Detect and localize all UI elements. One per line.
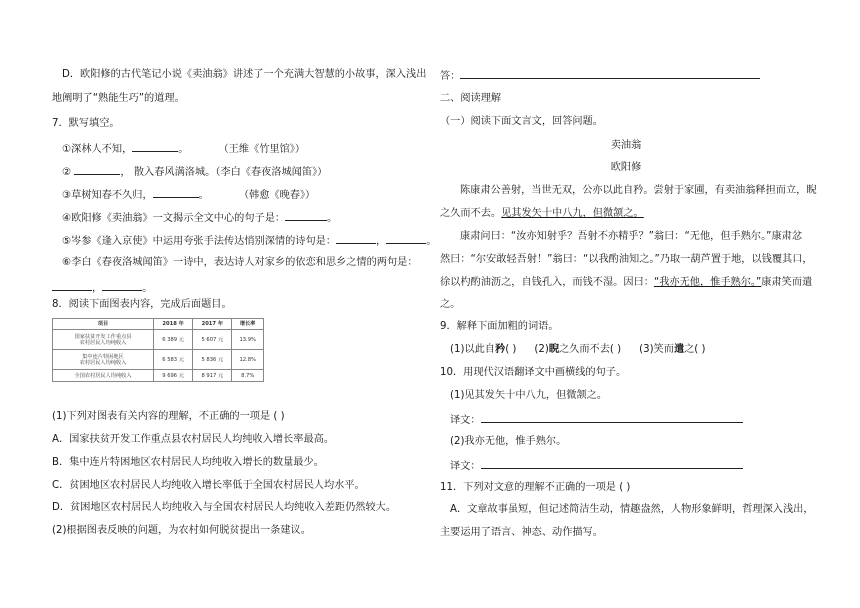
question-11: 11．下列对文意的理解不正确的一项是 ( ) — [440, 482, 631, 493]
q10-translation-2: 译文： — [450, 458, 743, 474]
table-cell: 集中连片特困地区 农村居民人均纯收入 — [53, 350, 154, 370]
q7-item-2: ② ， 散入春风满洛城。（李白《春夜洛城闻笛》） — [62, 164, 327, 180]
q7-item-5: ⑤岑参《逢入京使》中运用夸张手法传达悄别深情的诗句是： ， 。 — [62, 233, 436, 249]
section-2-heading: 二、阅读理解 — [440, 93, 502, 104]
underlined-sentence: 见其发矢十中八九，但微颔之。 — [501, 208, 644, 219]
q7-item-6-line2: ， 。 — [52, 280, 152, 296]
table-row — [53, 350, 264, 370]
table-cell: 5 836 元 — [193, 350, 232, 370]
q7-item-6-line1: ⑥李白《春夜洛城闻笛》一诗中，表达诗人对家乡的依恋和思乡之情的两句是： — [62, 257, 418, 268]
answer-blank[interactable] — [386, 233, 426, 244]
table-header: 增长率 — [232, 319, 264, 330]
passage-p2-line3: 徐以杓酌油沥之，自钱孔入，而钱不湿。因曰：“我亦无他，惟手熟尔。”康肃笑而遣 — [440, 277, 813, 288]
table-cell: 12.8% — [232, 350, 264, 370]
answer-blank[interactable] — [481, 458, 743, 469]
table-cell: 8 917 元 — [193, 370, 232, 382]
table-cell: 6 583 元 — [154, 350, 193, 370]
table-header: 2018 年 — [154, 319, 193, 330]
question-10: 10．用现代汉语翻译文中画横线的句子。 — [440, 367, 627, 378]
q7-item-1: ①深林人不知， 。 （王维《竹里馆》） — [62, 141, 305, 157]
q7-item-4: ④欧阳修《卖油翁》一文揭示全文中心的句子是： 。 — [62, 210, 337, 226]
q11-option-a-line2: 主要运用了语言、神态、动作描写。 — [440, 527, 603, 538]
option-d-line1: D．欧阳修的古代笔记小说《卖油翁》讲述了一个充满大智慧的小故事，深入浅出 — [62, 69, 427, 80]
passage-author: 欧阳修 — [610, 162, 642, 173]
answer-line: 答： — [440, 68, 760, 84]
question-7: 7．默写填空。 — [52, 118, 120, 129]
answer-blank[interactable] — [481, 412, 743, 423]
q8-option-d: D．贫困地区农村居民人均纯收入与全国农村居民人均纯收入差距仍然较大。 — [52, 502, 397, 513]
q11-option-a-line1: A．文章故事虽短，但记述简洁生动，情趣盎然，人物形象鲜明，哲理深入浅出， — [450, 504, 814, 515]
answer-blank[interactable] — [132, 141, 178, 152]
answer-blank[interactable] — [285, 210, 327, 221]
answer-blank[interactable] — [336, 233, 376, 244]
q7-item-3: ③草树知春不久归， 。 （韩愈《晚春》） — [62, 187, 315, 203]
table-header: 项目 — [53, 319, 154, 330]
table-cell: 8.7% — [232, 370, 264, 382]
answer-blank[interactable] — [102, 280, 142, 291]
table-row — [53, 370, 264, 382]
table-cell: 5 607 元 — [193, 330, 232, 350]
answer-blank[interactable] — [74, 164, 120, 175]
question-9: 9．解释下面加粗的词语。 — [440, 321, 559, 332]
q10-part1: (1)见其发矢十中八九，但微颔之。 — [450, 390, 608, 401]
table-row — [53, 330, 264, 350]
passage-p2-line1: 康肃问曰：“汝亦知射乎？吾射不亦精乎？”翁曰：“无他，但手熟尔。”康肃忿 — [460, 231, 803, 242]
income-table — [52, 318, 264, 382]
table-header: 2017 年 — [193, 319, 232, 330]
answer-blank[interactable] — [460, 68, 760, 79]
table-cell: 6 389 元 — [154, 330, 193, 350]
table-cell: 9 696 元 — [154, 370, 193, 382]
q8-option-b: B．集中连片特困地区农村居民人均纯收入增长的数量最少。 — [52, 457, 324, 468]
table-cell: 国家扶贫开发工作重点县 农村居民人均纯收入 — [53, 330, 154, 350]
q9-items: (1)以此自矜( ) (2)睨之久而不去( ) (3)笑而遣之( ) — [450, 344, 706, 355]
table-cell: 13.9% — [232, 330, 264, 350]
passage-title: 卖油翁 — [610, 140, 642, 151]
answer-blank[interactable] — [52, 280, 92, 291]
passage-p2-line2: 然曰：“尔安敢轻吾射！”翁曰：“以我酌油知之。”乃取一葫芦置于地，以钱覆其口， — [440, 254, 813, 265]
q10-part2: (2)我亦无他，惟手熟尔。 — [450, 436, 567, 447]
passage-p1-line2: 之久而不去。见其发矢十中八九，但微颔之。 — [440, 208, 644, 219]
q8-option-a: A．国家扶贫开发工作重点县农村居民人均纯收入增长率最高。 — [52, 434, 335, 445]
q8-option-c: C．贫困地区农村居民人均纯收入增长率低于全国农村居民人均水平。 — [52, 480, 365, 491]
passage-p2-line4: 之。 — [440, 299, 461, 310]
question-8: 8．阅读下面图表内容，完成后面题目。 — [52, 299, 232, 310]
part-1-heading: （一）阅读下面文言文，回答问题。 — [440, 116, 603, 127]
table-cell: 全国农村居民人均纯收入 — [53, 370, 154, 382]
underlined-sentence: “我亦无他，惟手熟尔。” — [653, 277, 762, 288]
q10-translation-1: 译文： — [450, 412, 743, 428]
q8-part1: (1)下列对图表有关内容的理解，不正确的一项是 ( ) — [52, 411, 285, 422]
table-header-row — [53, 319, 264, 330]
answer-blank[interactable] — [153, 187, 199, 198]
option-d-line2: 地阐明了“熟能生巧”的道理。 — [52, 93, 185, 104]
passage-p1-line1: 陈康肃公善射，当世无双，公亦以此自矜。尝射于家圃，有卖油翁释担而立，睨 — [460, 185, 817, 196]
q8-part2: (2)根据图表反映的问题，为农村如何脱贫提出一条建议。 — [52, 525, 311, 536]
